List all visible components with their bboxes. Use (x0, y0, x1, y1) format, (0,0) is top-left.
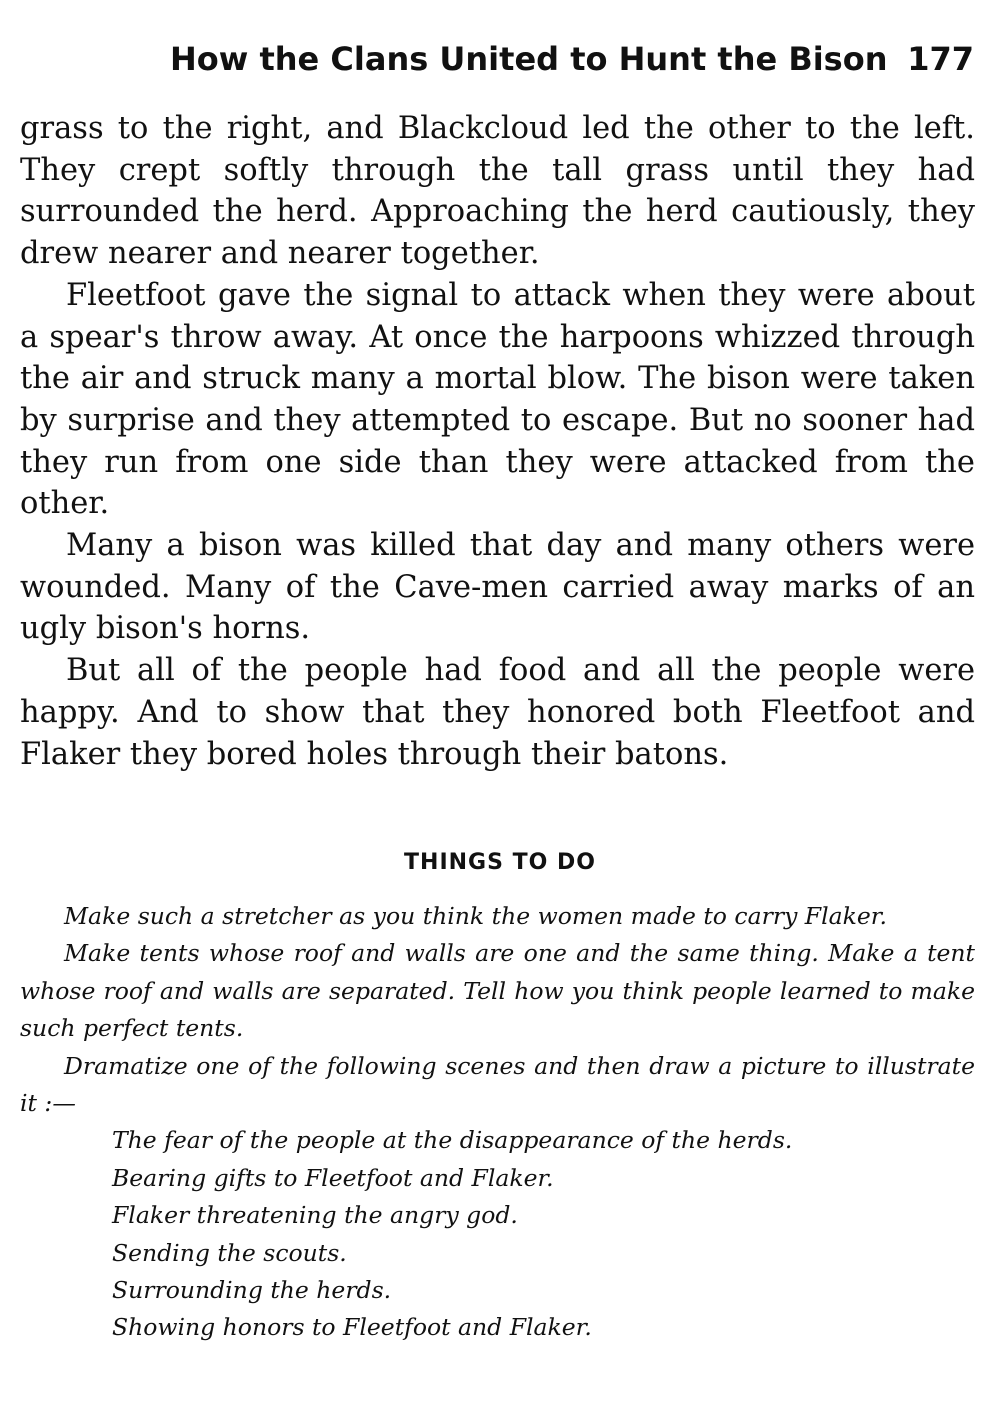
activity-item: Dramatize one of the following scenes and then draw a picture to illustrate it :— (20, 1051, 975, 1118)
scene-item: Surrounding the herds. (112, 1276, 392, 1305)
activities-section (20, 898, 975, 1347)
activity-item: Make such a stretcher as you think the women made to carry Flaker. (64, 902, 887, 930)
scene-item: Sending the scouts. (112, 1238, 347, 1267)
paragraph: Fleetfoot gave the signal to attack when they were about a spear's throw away. At once the harpoons whizzed through the air and struck many a mortal blow. The bison were taken by surprise and they attempted to escape. But no sooner had they run from one side than they were attacked from the other. (20, 277, 975, 522)
page-number: 177 (907, 40, 974, 78)
scene-item: The fear of the people at the disappearance of the herds. (112, 1126, 793, 1155)
scene-list (20, 1122, 975, 1346)
running-title: How the Clans United to Hunt the Bison (170, 40, 888, 78)
paragraph: But all of the people had food and all the people were happy. And to show that they honored both Fleetfoot and Flaker they bored holes through their batons. (20, 653, 975, 772)
running-head (0, 40, 1000, 90)
paragraph: Many a bison was killed that day and many others were wounded. Many of the Cave-men carried away marks of an ugly bison's horns. (20, 528, 975, 647)
body-text (20, 108, 975, 775)
scene-item: Flaker threatening the angry god. (112, 1201, 518, 1230)
paragraph: grass to the right, and Blackcloud led the other to the left. They crept softly through the tall grass until they had surrounded the herd. Approaching the herd cautiously, they drew nearer and nearer together. (20, 111, 975, 272)
scene-item: Showing honors to Fleetfoot and Flaker. (112, 1313, 592, 1342)
activity-item: Make tents whose roof and walls are one and the same thing. Make a tent whose roof and walls are separated. Tell how you think people learned to make such perfect tents. (20, 939, 975, 1043)
section-heading: THINGS TO DO (404, 850, 596, 875)
scene-item: Bearing gifts to Fleetfoot and Flaker. (112, 1163, 554, 1192)
